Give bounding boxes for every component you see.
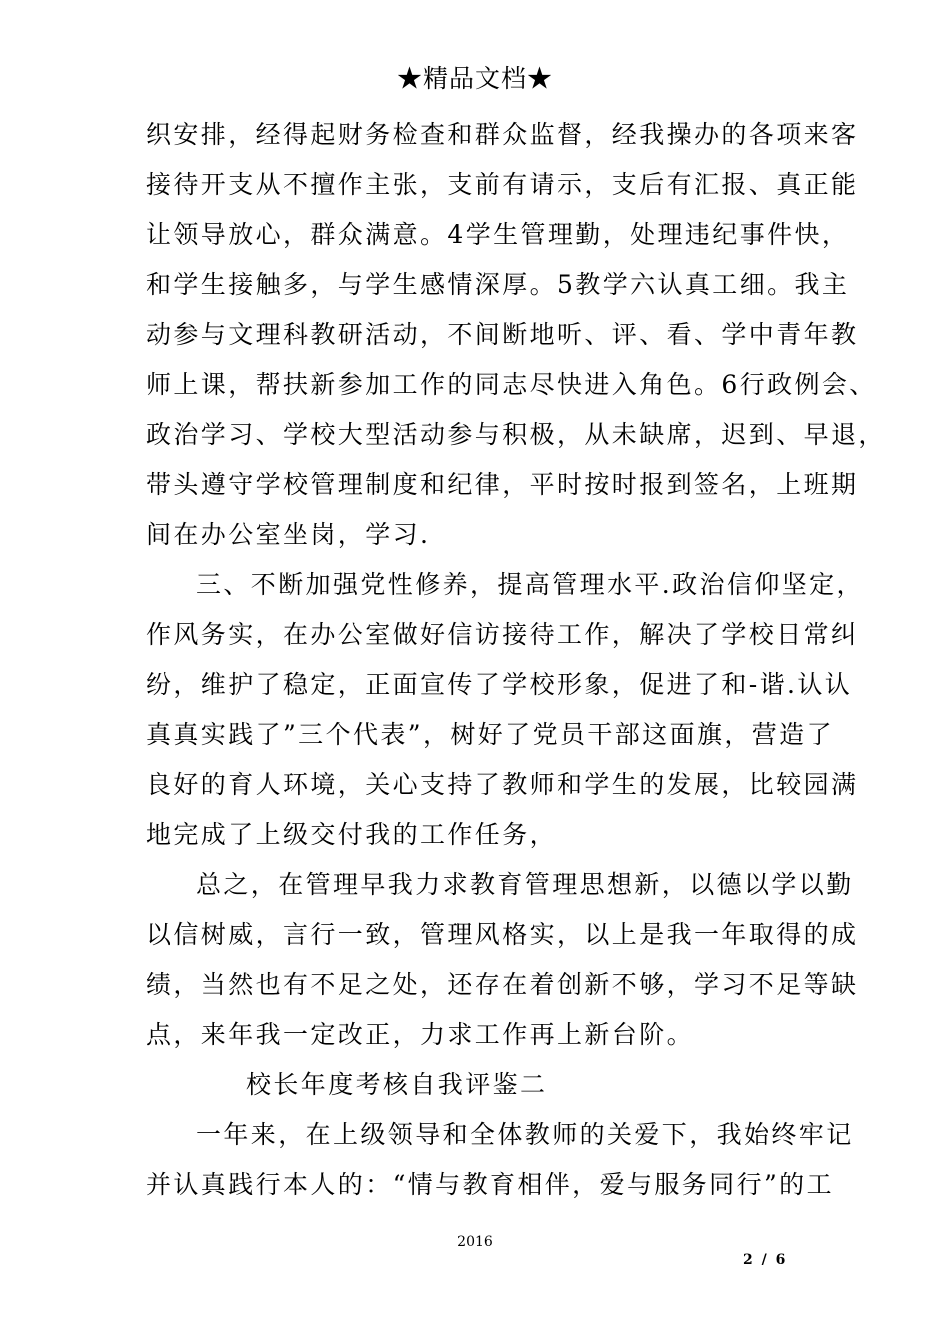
text-line: 政治学习、学校大型活动参与积极，从未缺席，迟到、早退， <box>146 420 886 449</box>
text-line: 动参与文理科教研活动，不间断地听、评、看、学中青年教 <box>146 320 859 349</box>
text-line: 三、不断加强党性修养，提高管理水平.政治信仰坚定， <box>196 570 864 599</box>
section-subtitle: 校长年度考核自我评鉴二 <box>246 1070 548 1099</box>
text-line: 作风务实，在办公室做好信访接待工作，解决了学校日常纠 <box>146 620 859 649</box>
text-line: 地完成了上级交付我的工作任务， <box>146 820 558 849</box>
document-body <box>146 110 886 1210</box>
page-number: 2 / 6 <box>743 1252 788 1268</box>
text-line: 以信树威，言行一致，管理风格实，以上是我一年取得的成 <box>146 920 859 949</box>
footer-year: 2016 <box>457 1234 493 1250</box>
text-line: 点，来年我一定改正，力求工作再上新台阶。 <box>146 1020 695 1049</box>
text-line: 师上课，帮扶新参加工作的同志尽快进入角色。6行政例会、 <box>146 370 877 399</box>
page-header-title: ★精品文档★ <box>396 64 553 93</box>
text-line: 一年来，在上级领导和全体教师的关爱下，我始终牢记 <box>196 1120 854 1149</box>
text-line: 织安排，经得起财务检查和群众监督，经我操办的各项来客 <box>146 120 859 149</box>
text-line: 间在办公室坐岗，学习. <box>146 520 431 549</box>
text-line: 绩，当然也有不足之处，还存在着创新不够，学习不足等缺 <box>146 970 859 999</box>
text-line: 并认真践行本人的：“情与教育相伴，爱与服务同行”的工 <box>146 1170 834 1199</box>
text-line: 总之，在管理早我力求教育管理思想新，以德以学以勤 <box>196 870 854 899</box>
text-line: 真真实践了”三个代表”，树好了党员干部这面旗，营造了 <box>146 720 834 749</box>
text-line: 让领导放心，群众满意。4学生管理勤，处理违纪事件快， <box>146 220 850 249</box>
text-line: 带头遵守学校管理制度和纪律，平时按时报到签名，上班期 <box>146 470 859 499</box>
text-line: 良好的育人环境，关心支持了教师和学生的发展，比较园满 <box>146 770 859 799</box>
text-line: 接待开支从不擅作主张，支前有请示，支后有汇报、真正能 <box>146 170 859 199</box>
text-line: 和学生接触多，与学生感情深厚。5教学六认真工细。我主 <box>146 270 850 299</box>
text-line: 纷，维护了稳定，正面宣传了学校形象，促进了和-谐.认认 <box>146 670 853 699</box>
